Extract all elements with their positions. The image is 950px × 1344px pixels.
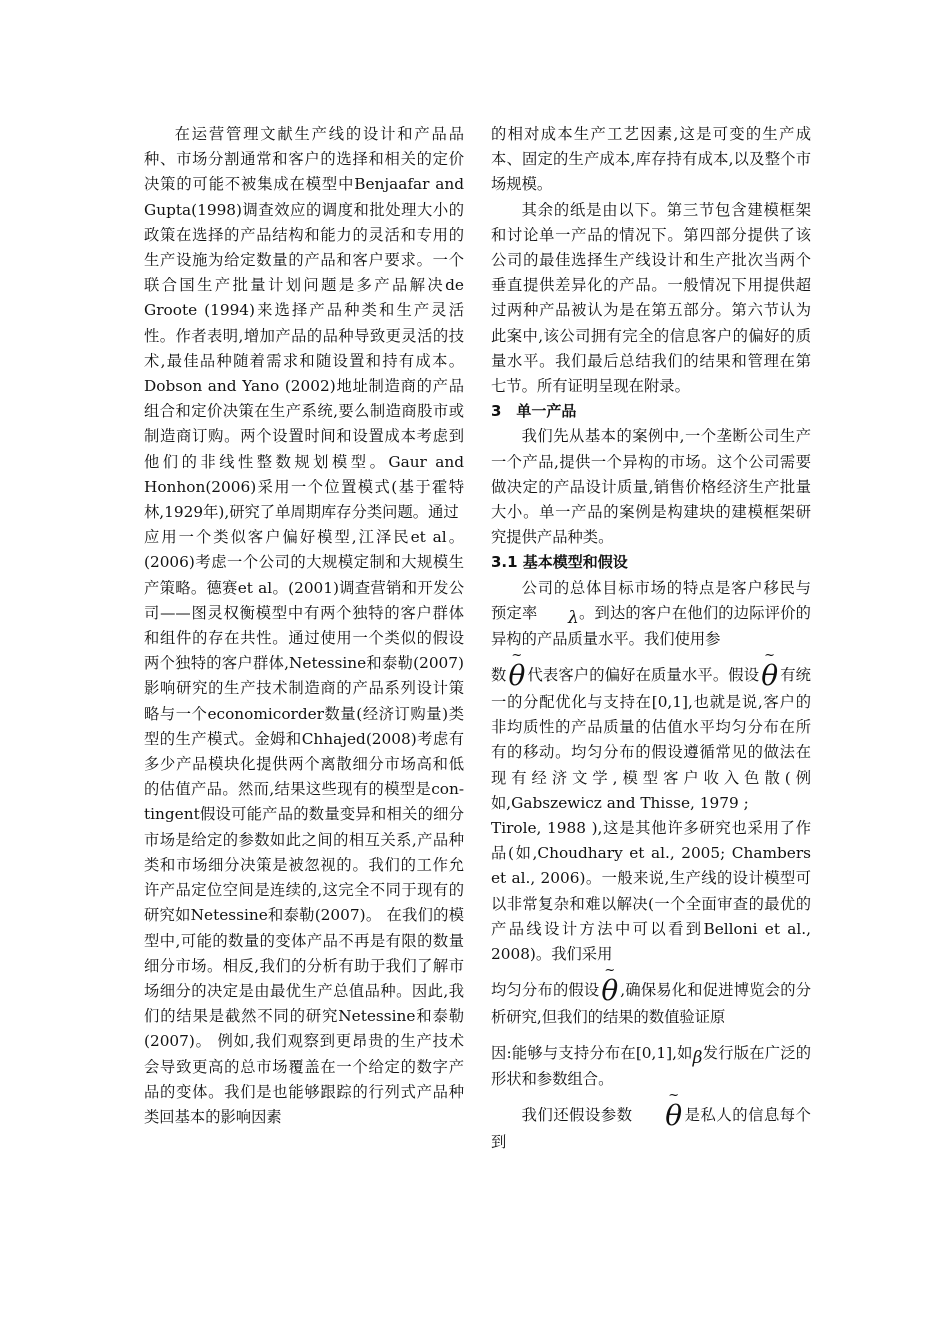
paragraph: 的相对成本生产工艺因素,这是可变的生产成本、固定的生产成本,库存持有成本,以及整个市场规模。 xyxy=(491,125,811,194)
theta-tilde-symbol xyxy=(508,648,526,693)
paragraph xyxy=(491,648,811,816)
section-heading: 3 单一产品 xyxy=(491,402,577,421)
text-run: 因:能够与支持分布在[0,1],如 xyxy=(491,1043,693,1062)
theta-tilde-symbol xyxy=(635,1087,683,1132)
paragraph xyxy=(491,1041,811,1092)
paragraph: Tirole, 1988 ),这是其他许多研究也采用了作品(如,Choudhary et al., 2005; Chambers et al., 2006)。一般来说,生产线的设计模型可以非常复杂和难以解决(一个全面审查的最优的产品线设计方法中可以看到Belloni et al., 2008)。我们采用 xyxy=(491,819,811,964)
beta-symbol: β xyxy=(692,1047,703,1068)
theta-glyph: θ xyxy=(508,659,526,693)
tilde-accent: ~ xyxy=(764,648,776,664)
tilde-accent: ~ xyxy=(511,648,523,664)
paragraph: 我们先从基本的案例中,一个垄断公司生产一个产品,提供一个异构的市场。这个公司需要做决定的产品设计质量,销售价格经济生产批量大小。单一产品的案例是构建块的建模框架研究提供产品种类。 xyxy=(491,427,811,547)
text-run: 是私人的信息每个到 xyxy=(491,1105,811,1151)
theta-glyph: θ xyxy=(665,1098,683,1132)
paragraph: 其余的纸是由以下。第三节包含建模框架和讨论单一产品的情况下。第四部分提供了该公司的最佳选择生产线设计和生产批次当两个垂直提供差异化的产品。一般情况下用提供超过两种产品被认为是在第五部分。第六节认为此案中,该公司拥有完全的信息客户的偏好的质量水平。我们最后总结我们的结果和管理在第七节。所有证明呈现在附录。 xyxy=(491,200,811,396)
tilde-accent: ~ xyxy=(668,1087,680,1103)
paragraph: 在运营管理文献生产线的设计和产品品种、市场分割通常和客户的选择和相关的定价决策的可能不被集成在模型中Benjaafar and Gupta(1998)调查效应的调度和批处理大小的政策在选择的产品结构和能力的灵活和专用的生产设施为给定数量的产品和客户要求。一个联合国生产批量计划问题是多产品解决de Groote (1994)来选择产品种类和生产灵活性。作者表明,增加产品的品种导致更灵活的技术,最佳品种随着需求和随设置和持有成本。Dobson and Yano (2002)地址制造商的产品组合和定价决策在生产系统,要么制造商股市或制造商订购。两个设置时间和设置成本考虑到他们的非线性整数规划模型。Gaur and Honhon(2006)采用一个位置模式(基于霍特林,1929年),研究了单周期库存分类问题。通过 xyxy=(144,125,464,522)
theta-tilde-symbol xyxy=(601,963,619,1008)
theta-glyph: θ xyxy=(601,974,619,1008)
text-run: 有统一的分配优化与支持在[0,1],也就是说,客户的非均质性的产品质量的估值水平均匀分布在所有的移动。均匀分布的假设遵循常见的做法在现有经济文学,模型客户收入色散(例如,Gabszewicz and Thisse, 1979 ; xyxy=(491,666,811,812)
text-run: 均匀分布的假设 xyxy=(491,981,600,1000)
text-run: 。到达的客户在他们的边际评价的异构的产品质量水平。我们使用参 xyxy=(491,603,811,648)
paragraph: 应用一个类似客户偏好模型,江泽民et al。(2006)考虑一个公司的大规模定制和大规模生产策略。德赛et al。(2001)调查营销和开发公司——图灵权衡模型中有两个独特的客户群体和组件的存在共性。通过使用一个类似的假设两个独特的客户群体,Netessine和泰勒(2007)影响研究的生产技术制造商的产品系列设计策略与一个economicorder数量(经济订购量)类型的生产模式。金姆和Chhajed(2008)考虑有多少产品模块化提供两个离散细分市场高和低的估值产品。然而,结果这些现有的模型是con-tingent假设可能产品的数量变异和相关的细分市场是给定的参数如此之间的相互关系,产品种类和市场细分决策是被忽视的。我们的工作允许产品定位空间是连续的,这完全不同于现有的研究如Netessine和泰勒(2007)。 在我们的模型中,可能的数量的变体产品不再是有限的数量细分市场。相反,我们的分析有助于我们了解市场细分的决定是由最优生产总值品种。因此,我们的结果是截然不同的研究Netessine和泰勒(2007)。 例如,我们观察到更昂贵的生产技术会导致更高的总市场覆盖在一个给定的数字产品的变体。我们是也能够跟踪的行列式产品种类回基本的影响因素 xyxy=(144,528,464,1126)
paragraph xyxy=(491,1087,811,1155)
right-column xyxy=(491,122,811,1155)
paragraph xyxy=(491,963,811,1030)
text-run: 我们还假设参数 xyxy=(521,1105,633,1124)
tilde-accent: ~ xyxy=(604,963,616,979)
theta-glyph: θ xyxy=(761,659,779,693)
left-column xyxy=(144,122,464,1130)
theta-tilde-symbol xyxy=(761,648,779,693)
text-run: 发行版在广泛的形状和参数组合。 xyxy=(491,1043,811,1088)
text-run: 公司的总体目标市场的特点是客户移民与预定率 xyxy=(491,578,811,622)
text-run: 代表客户的偏好在质量水平。假设 xyxy=(527,666,760,685)
text-run: ,确保易化和促进博览会的分析研究,但我们的结果的数值验证原 xyxy=(491,981,811,1027)
lambda-symbol: λ xyxy=(568,607,579,628)
text-run: 数 xyxy=(491,666,507,685)
paragraph xyxy=(491,576,811,652)
subsection-heading: 3.1 基本模型和假设 xyxy=(491,553,628,572)
